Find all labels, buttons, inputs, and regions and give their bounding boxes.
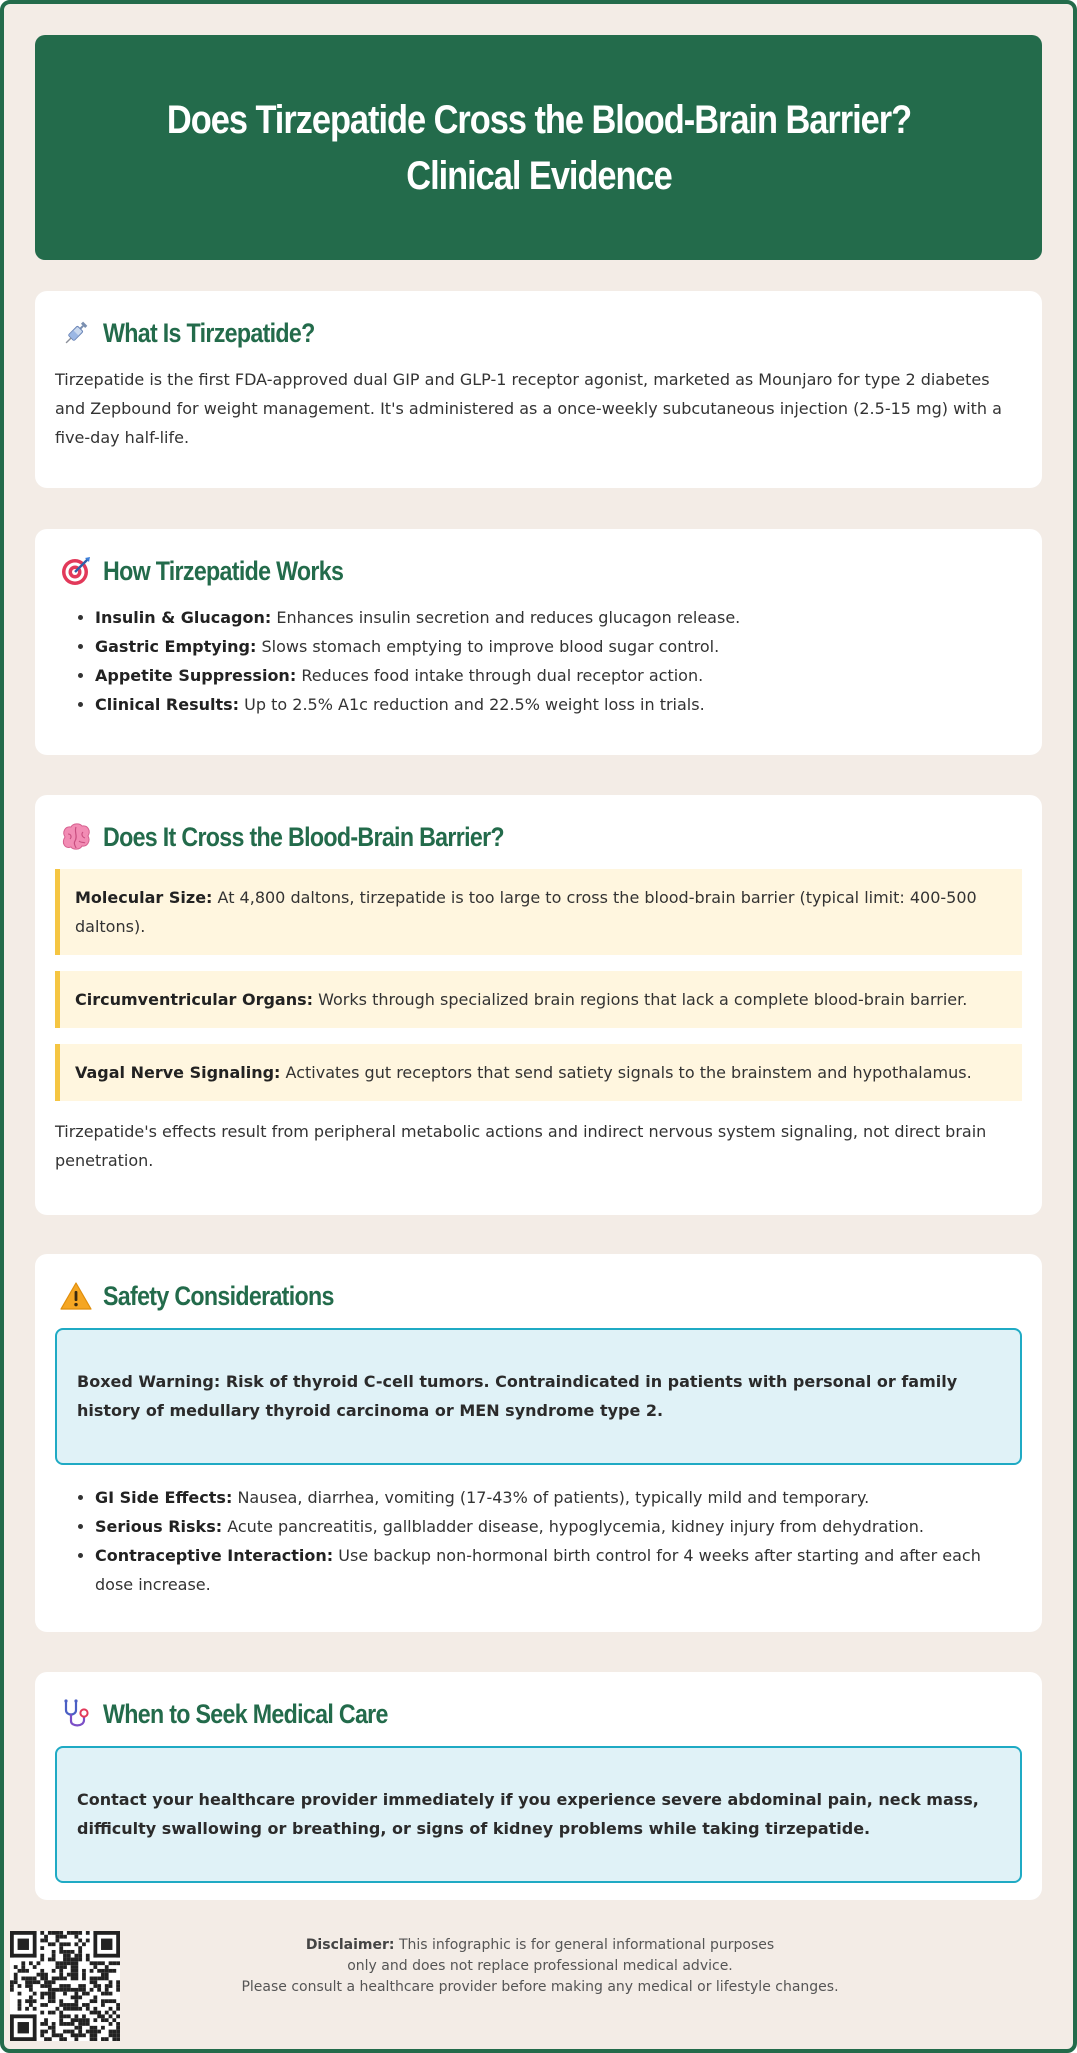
- card-how-tirzepatide-works: [35, 529, 1042, 755]
- card-seek-medical-care: [35, 1672, 1042, 1900]
- section-heading: Does It Cross the Blood-Brain Barrier?: [103, 821, 504, 852]
- syringe-icon: [59, 316, 93, 350]
- card-blood-brain-barrier: [35, 795, 1042, 1215]
- list-item: • Contraceptive Interaction: Use backup non-hormonal birth control for 4 weeks after starting and after each dose increase.: [95, 1541, 1022, 1599]
- card-what-is-tirzepatide: [35, 291, 1042, 488]
- card-safety-considerations: [35, 1254, 1042, 1632]
- title-banner: [35, 35, 1042, 260]
- section-heading: How Tirzepatide Works: [103, 555, 344, 586]
- list-item: • Clinical Results: Up to 2.5% A1c reduction and 22.5% weight loss in trials.: [95, 690, 1022, 719]
- list-item: • Appetite Suppression: Reduces food intake through dual receptor action.: [95, 661, 1022, 690]
- stethoscope-icon: [59, 1697, 93, 1731]
- section-heading: When to Seek Medical Care: [103, 1698, 388, 1729]
- mechanism-list: [55, 603, 1022, 719]
- list-item: • Gastric Emptying: Slows stomach emptying to improve blood sugar control.: [95, 632, 1022, 661]
- list-item: • Insulin & Glucagon: Enhances insulin secretion and reduces glucagon release.: [95, 603, 1022, 632]
- section-summary: Tirzepatide's effects result from peripheral metabolic actions and indirect nervous system signaling, not direct brain penetration.: [55, 1122, 987, 1170]
- care-alert: Contact your healthcare provider immediately if you experience severe abdominal pain, neck mass, difficulty swallowing or breathing, or signs of kidney problems while taking tirzepatide.: [55, 1746, 1022, 1883]
- disclaimer-label: Disclaimer:: [305, 1937, 395, 1953]
- brain-icon: [59, 820, 93, 854]
- boxed-warning: Boxed Warning: Risk of thyroid C-cell tumors. Contraindicated in patients with personal or family history of medullary thyroid carcinoma or MEN syndrome type 2.: [55, 1328, 1022, 1465]
- target-icon: [59, 554, 93, 588]
- page-title: Does Tirzepatide Cross the Blood-Brain Barrier? Clinical Evidence: [166, 97, 911, 198]
- evidence-note: Circumventricular Organs: Works through specialized brain regions that lack a complete blood-brain barrier.: [55, 971, 1022, 1028]
- section-heading: What Is Tirzepatide?: [103, 317, 315, 348]
- evidence-note: Molecular Size: At 4,800 daltons, tirzepatide is too large to cross the blood-brain barrier (typical limit: 400-500 daltons).: [55, 869, 1022, 955]
- list-item: • Serious Risks: Acute pancreatitis, gallbladder disease, hypoglycemia, kidney injury from dehydration.: [95, 1512, 1022, 1541]
- disclaimer: Disclaimer: This infographic is for general informational purposes only and does not replace professional medical advice. Please consult a healthcare provider before making any medical or lifestyle changes.: [241, 1937, 839, 1995]
- warning-icon: [59, 1279, 93, 1313]
- evidence-note: Vagal Nerve Signaling: Activates gut receptors that send satiety signals to the brainstem and hypothalamus.: [55, 1044, 1022, 1101]
- section-text: Tirzepatide is the first FDA-approved dual GIP and GLP-1 receptor agonist, marketed as Mounjaro for type 2 diabetes and Zepbound for weight management. It's administered as a once-weekly subcutaneous injection (2.5-15 mg) with a five-day half-life.: [55, 370, 1002, 447]
- section-heading: Safety Considerations: [103, 1280, 334, 1311]
- list-item: • GI Side Effects: Nausea, diarrhea, vomiting (17-43% of patients), typically mild and temporary.: [95, 1483, 1022, 1512]
- safety-list: [55, 1483, 1022, 1599]
- qr-code-icon: [10, 1931, 120, 2041]
